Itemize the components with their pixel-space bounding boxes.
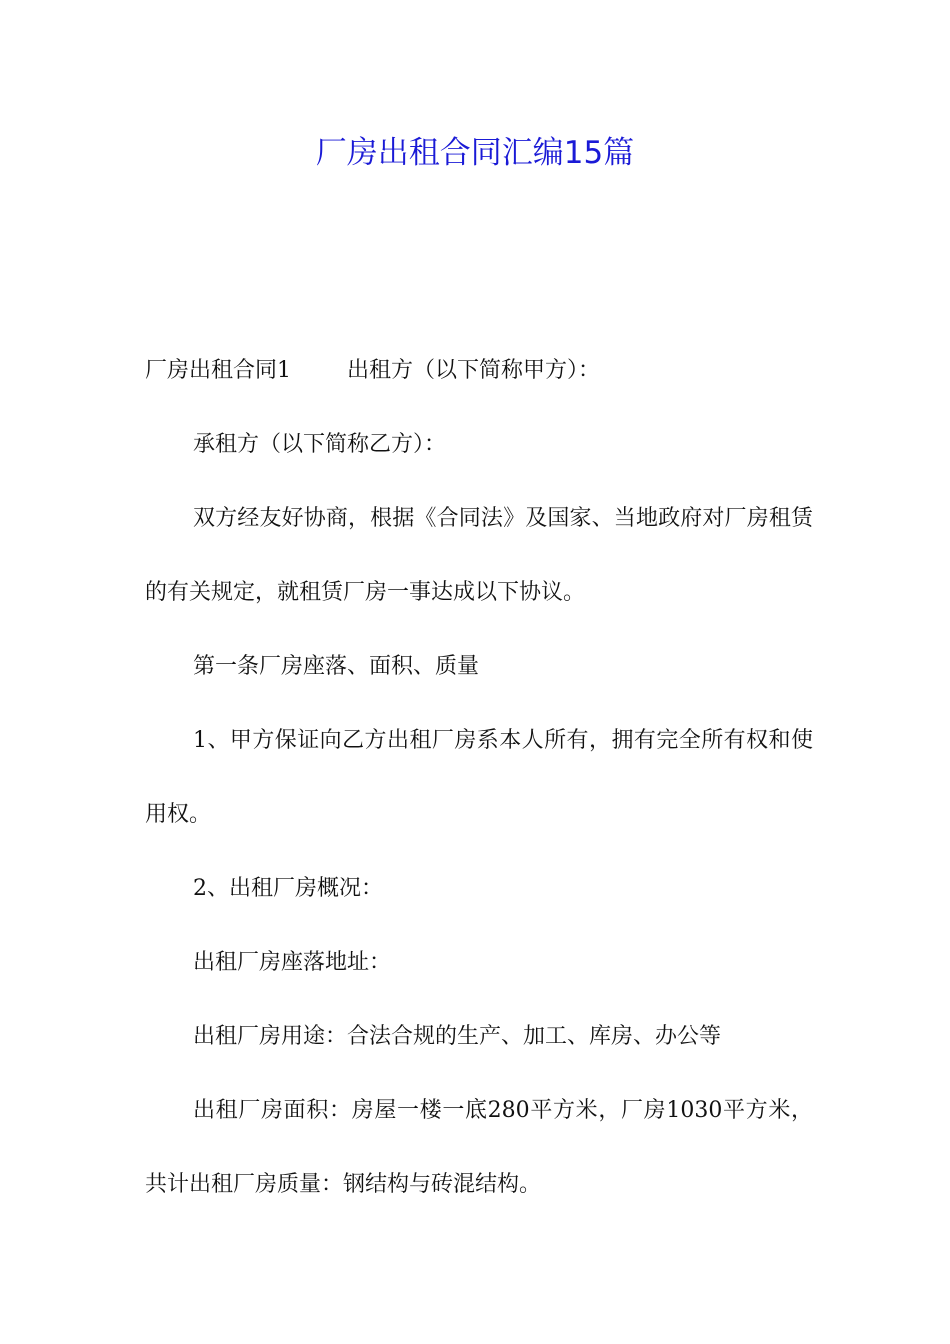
document-title: 厂房出租合同汇编15篇	[315, 135, 635, 171]
section-label: 厂房出租合同1	[145, 358, 291, 383]
factory-address-line: 出租厂房座落地址：	[193, 950, 392, 975]
factory-area-line: 出租厂房面积：房屋一楼一底280平方米，厂房1030平方米，共计出租厂房质量：钢结构与砖混结构。	[145, 1098, 813, 1197]
contract-heading-line	[145, 334, 813, 408]
clause-1-ownership: 1、甲方保证向乙方出租厂房系本人所有，拥有完全所有权和使用权。	[145, 728, 813, 827]
agreement-intro-paragraph: 双方经友好协商，根据《合同法》及国家、当地政府对厂房租赁的有关规定，就租赁厂房一事达成以下协议。	[145, 506, 813, 605]
lessee-line: 承租方（以下简称乙方）：	[193, 432, 447, 457]
factory-usage-line: 出租厂房用途：合法合规的生产、加工、库房、办公等	[193, 1024, 722, 1049]
article-one-heading: 第一条厂房座落、面积、质量	[193, 654, 480, 679]
clause-2-overview: 2、出租厂房概况：	[193, 876, 383, 901]
lessor-line: 出租方（以下简称甲方）：	[347, 358, 601, 383]
document-body	[145, 334, 813, 1222]
